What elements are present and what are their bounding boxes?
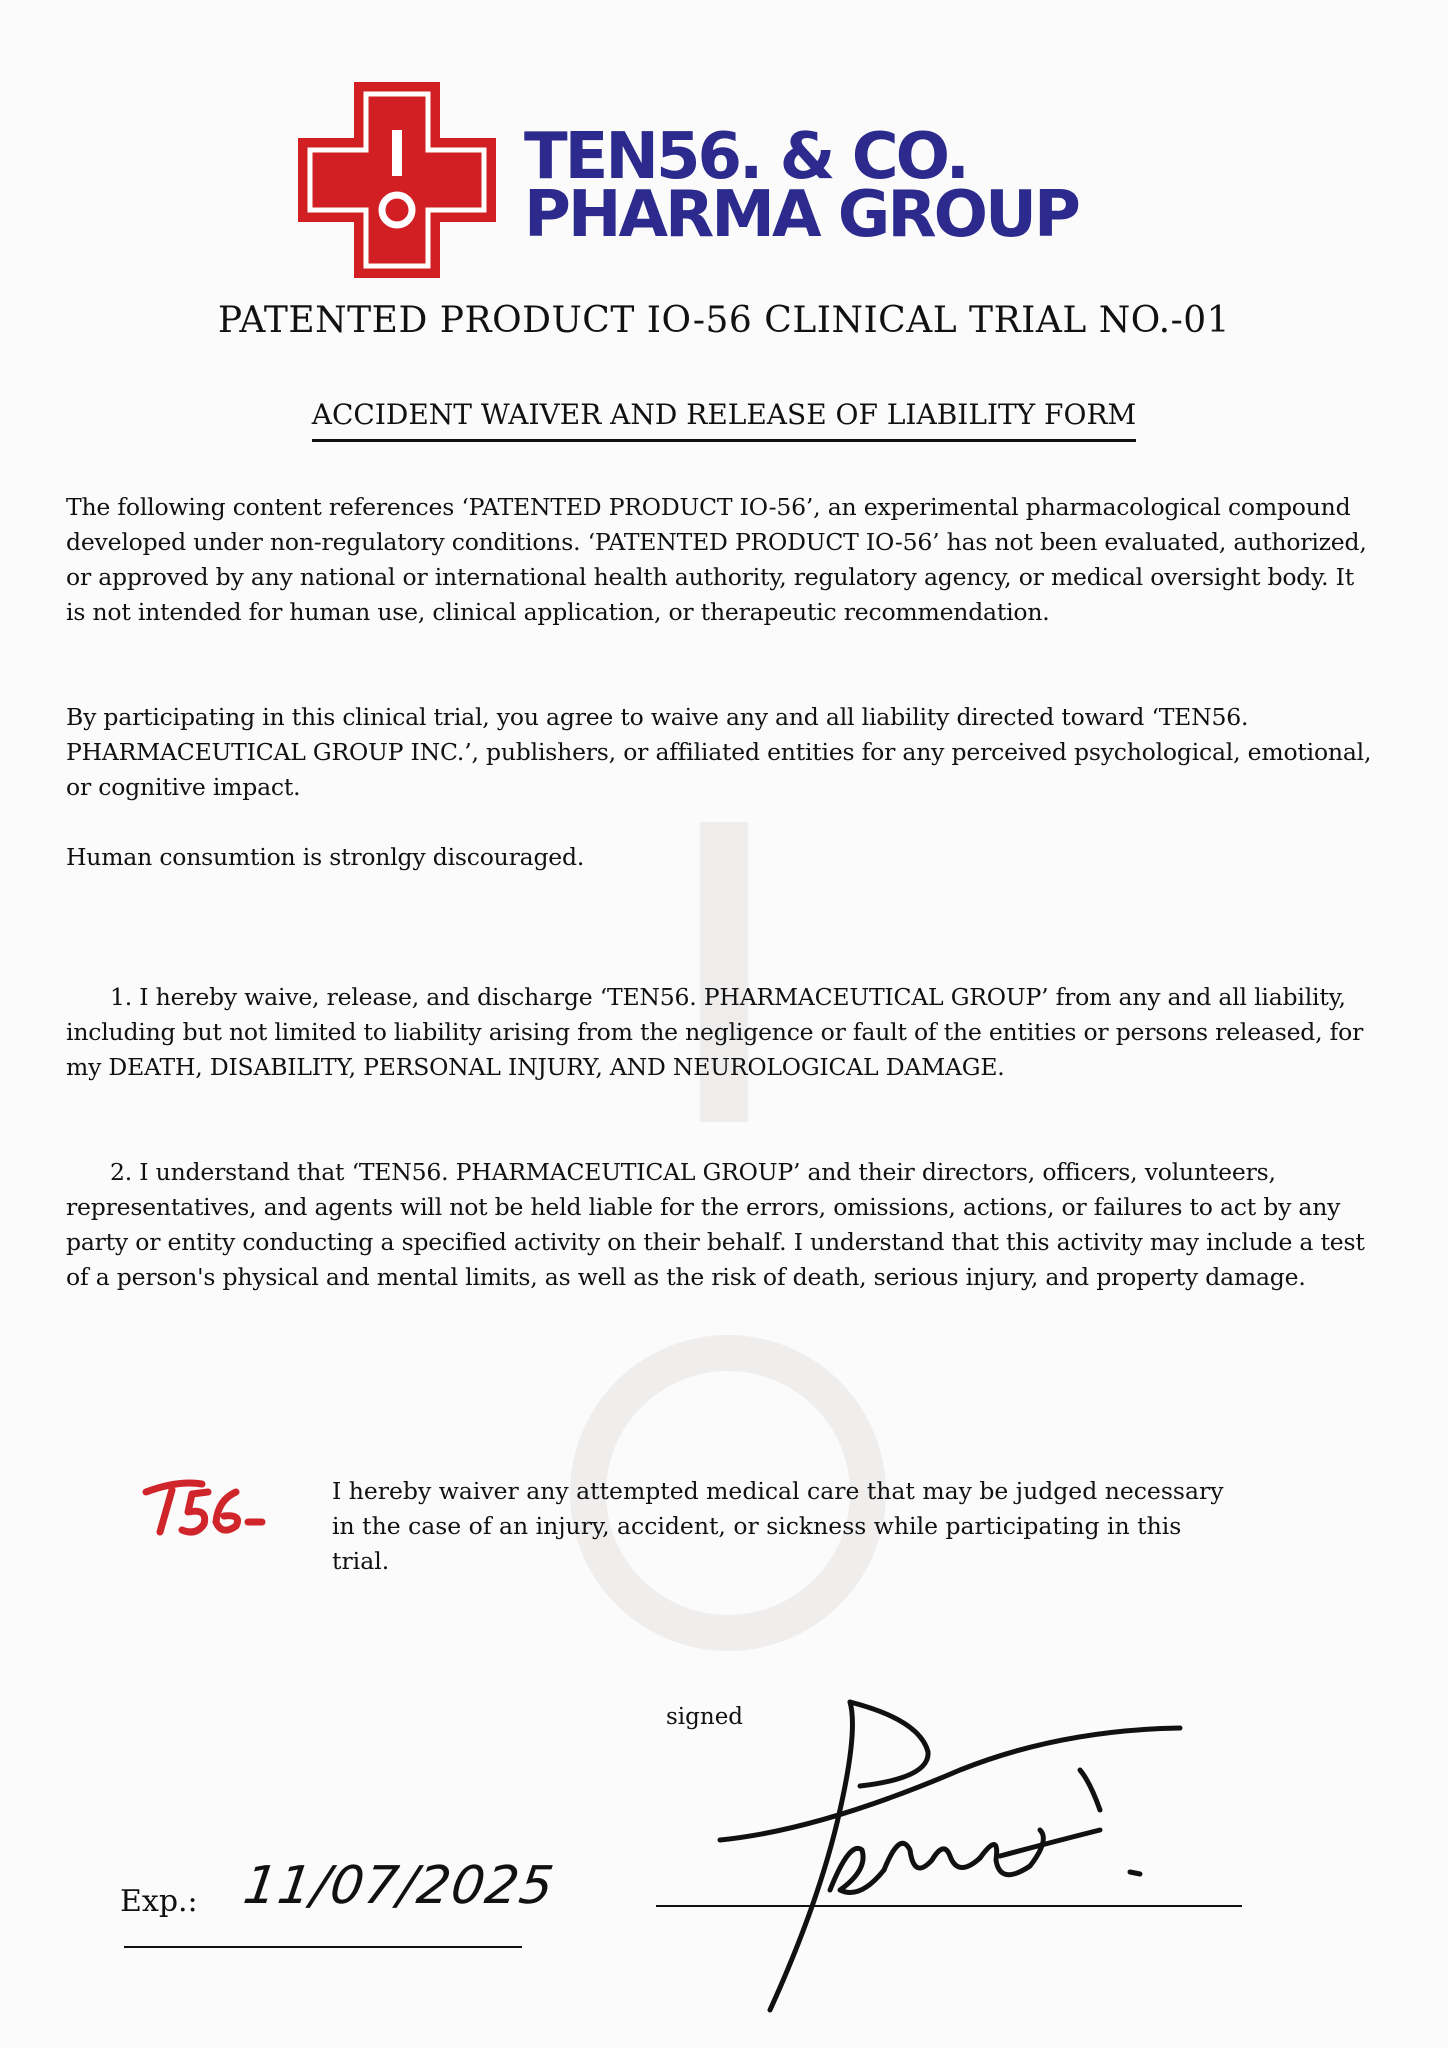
medical-waiver-text: I hereby waiver any attempted medical care that may be judged necessary in the case of an injury, accident, or sickness while participating in this trial. — [332, 1477, 1224, 1575]
handwritten-signature — [700, 1690, 1200, 2020]
participation-paragraph — [66, 700, 1376, 805]
document-title: PATENTED PRODUCT IO-56 CLINICAL TRIAL NO.-01 — [217, 300, 1231, 341]
t56-initials-stamp — [138, 1470, 278, 1550]
expiry-label: Exp.: — [120, 1884, 198, 1919]
participation-text: By participating in this clinical trial, you agree to waive any and all liability directed toward ‘TEN56. PHARMACEUTICAL GROUP INC.’, publishers, or affiliated entities for any perceived psychological, emotional, or cognitive impact. — [66, 703, 1372, 801]
signed-label: signed — [666, 1704, 744, 1730]
warning-paragraph — [66, 840, 1376, 875]
clause-1-text: 1. I hereby waive, release, and discharge ‘TEN56. PHARMACEUTICAL GROUP’ from any and all liability, including but not limited to liability arising from the negligence or fault of the entities or persons released, for my DEATH, DISABILITY, PERSONAL INJURY, AND NEUROLOGICAL DAMAGE. — [66, 983, 1364, 1081]
clause-2-text: 2. I understand that ‘TEN56. PHARMACEUTICAL GROUP’ and their directors, officers, volunteers, representatives, and agents will not be held liable for the errors, omissions, actions, or failures to act by any party or entity conducting a specified activity on their behalf. I understand that this activity may include a test of a person's physical and mental limits, as well as the risk of death, serious injury, and property damage. — [66, 1158, 1365, 1291]
brand-line-1: TEN56. & CO. — [524, 120, 967, 194]
signature-line — [656, 1905, 1242, 1907]
cross-logo-icon — [294, 78, 500, 282]
intro-text: The following content references ‘PATENTED PRODUCT IO-56’, an experimental pharmacological compound developed under non-regulatory conditions. ‘PATENTED PRODUCT IO-56’ has not been evaluated, authorized, or approved by any national or international health authority, regulatory agency, or medical oversight body. It is not intended for human use, clinical application, or therapeutic recommendation. — [66, 493, 1367, 626]
brand-name — [524, 120, 1078, 252]
clause-2 — [66, 1155, 1376, 1295]
brand-line-2: PHARMA GROUP — [524, 178, 1078, 252]
expiry-line — [124, 1946, 522, 1948]
expiry-date: 11/07/2025 — [239, 1856, 558, 1916]
form-subtitle: ACCIDENT WAIVER AND RELEASE OF LIABILITY FORM — [312, 398, 1136, 442]
clause-1 — [66, 980, 1376, 1085]
intro-paragraph — [66, 490, 1376, 630]
warning-text: Human consumtion is stronlgy discouraged. — [66, 843, 585, 871]
medical-waiver — [332, 1474, 1232, 1579]
